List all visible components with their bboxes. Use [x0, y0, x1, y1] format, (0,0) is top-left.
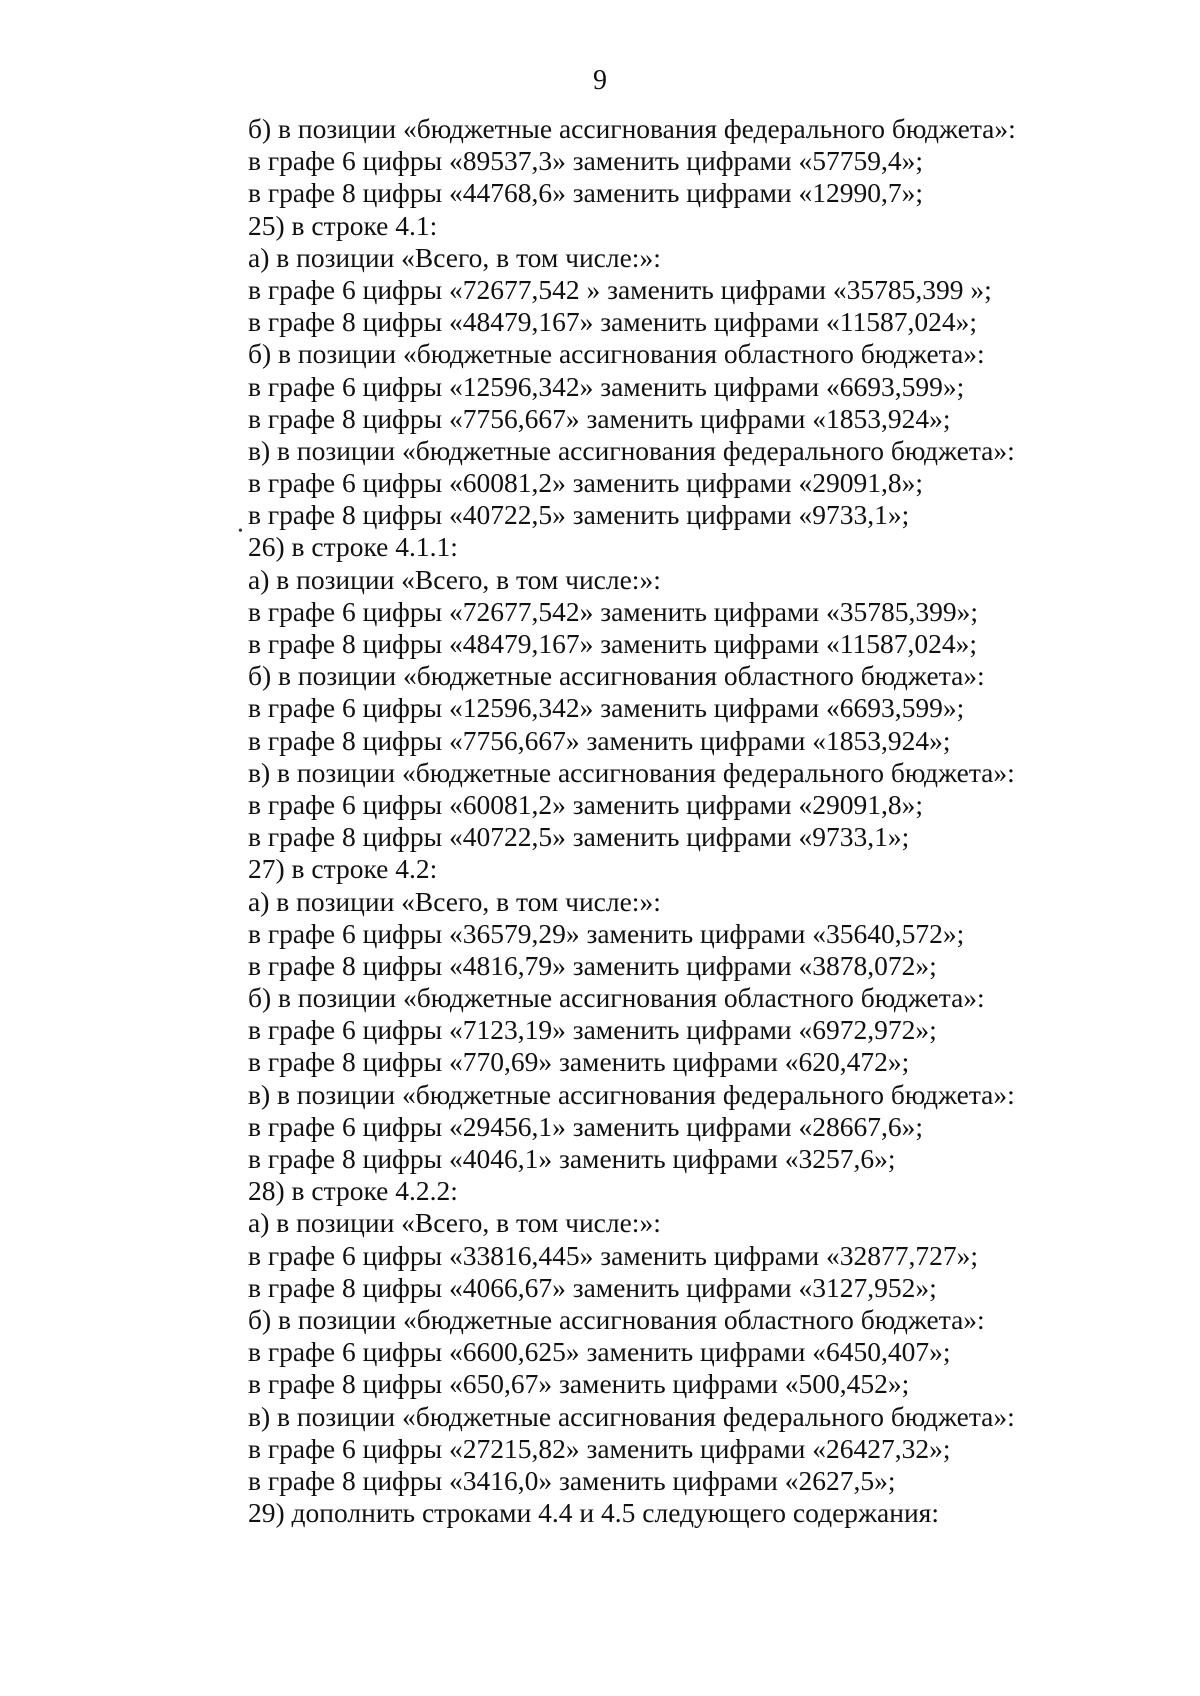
text-line: а) в позиции «Всего, в том числе:»: [248, 563, 661, 595]
text-line: в) в позиции «бюджетные ассигнования федерального бюджета»: [248, 434, 1015, 466]
text-line: в графе 6 цифры «7123,19» заменить цифрами «6972,972»; [248, 1014, 937, 1046]
text-line: в графе 6 цифры «33816,445» заменить цифрами «32877,727»; [248, 1239, 978, 1271]
text-line: 27) в строке 4.2: [248, 853, 438, 885]
text-line: в графе 8 цифры «48479,167» заменить цифрами «11587,024»; [248, 306, 977, 338]
text-line: в графе 8 цифры «4066,67» заменить цифрами «3127,952»; [248, 1271, 937, 1303]
scan-speck: • [238, 524, 243, 539]
text-line: в графе 6 цифры «29456,1» заменить цифрами «28667,6»; [248, 1110, 923, 1142]
text-line: в графе 8 цифры «44768,6» заменить цифрами «12990,7»; [248, 177, 923, 209]
text-line: 25) в строке 4.1: [248, 209, 438, 241]
text-line: б) в позиции «бюджетные ассигнования федерального бюджета»: [248, 113, 1016, 144]
text-line: б) в позиции «бюджетные ассигнования областного бюджета»: [248, 660, 985, 692]
text-line: в графе 8 цифры «40722,5» заменить цифрами «9733,1»; [248, 821, 910, 853]
text-line: в графе 8 цифры «40722,5» заменить цифрами «9733,1»; [248, 499, 910, 531]
text-line: в графе 6 цифры «89537,3» заменить цифрами «57759,4»; [248, 145, 923, 177]
text-line: б) в позиции «бюджетные ассигнования областного бюджета»: [248, 1303, 985, 1335]
text-line: в графе 8 цифры «770,69» заменить цифрами «620,472»; [248, 1046, 910, 1078]
text-line: в графе 6 цифры «36579,29» заменить цифрами «35640,572»; [248, 917, 965, 949]
text-line: а) в позиции «Всего, в том числе:»: [248, 241, 661, 273]
text-line: в графе 8 цифры «4816,79» заменить цифрами «3878,072»; [248, 949, 937, 981]
text-line: в графе 6 цифры «60081,2» заменить цифрами «29091,8»; [248, 788, 923, 820]
text-line: в графе 6 цифры «27215,82» заменить цифрами «26427,32»; [248, 1432, 951, 1464]
page-number: 9 [593, 65, 607, 96]
text-line: а) в позиции «Всего, в том числе:»: [248, 885, 661, 917]
text-line: в графе 8 цифры «7756,667» заменить цифрами «1853,924»; [248, 724, 951, 756]
text-line: в) в позиции «бюджетные ассигнования федерального бюджета»: [248, 1400, 1015, 1432]
text-line: в графе 8 цифры «3416,0» заменить цифрами «2627,5»; [248, 1464, 896, 1496]
text-line: в) в позиции «бюджетные ассигнования федерального бюджета»: [248, 756, 1015, 788]
text-line: в графе 6 цифры «72677,542» заменить цифрами «35785,399»; [248, 595, 978, 627]
text-line: 26) в строке 4.1.1: [248, 531, 458, 563]
text-line: в графе 8 цифры «650,67» заменить цифрами «500,452»; [248, 1368, 910, 1400]
document-body [248, 113, 1148, 1529]
text-line: в графе 8 цифры «48479,167» заменить цифрами «11587,024»; [248, 628, 977, 659]
text-line: в графе 8 цифры «7756,667» заменить цифрами «1853,924»; [248, 402, 951, 434]
text-line: б) в позиции «бюджетные ассигнования областного бюджета»: [248, 338, 985, 370]
text-line: в графе 6 цифры «6600,625» заменить цифрами «6450,407»; [248, 1336, 951, 1368]
text-line: 28) в строке 4.2.2: [248, 1175, 458, 1207]
text-line: а) в позиции «Всего, в том числе:»: [248, 1207, 661, 1239]
text-line: в графе 8 цифры «4046,1» заменить цифрами «3257,6»; [248, 1143, 896, 1174]
text-line: в) в позиции «бюджетные ассигнования федерального бюджета»: [248, 1078, 1015, 1110]
text-line: в графе 6 цифры «60081,2» заменить цифрами «29091,8»; [248, 467, 923, 499]
text-line: в графе 6 цифры «12596,342» заменить цифрами «6693,599»; [248, 370, 965, 402]
text-line: б) в позиции «бюджетные ассигнования областного бюджета»: [248, 982, 985, 1014]
text-line: 29) дополнить строками 4.4 и 4.5 следующего содержания: [248, 1497, 939, 1529]
text-line: в графе 6 цифры «12596,342» заменить цифрами «6693,599»; [248, 692, 965, 724]
text-line: в графе 6 цифры «72677,542 » заменить цифрами «35785,399 »; [248, 273, 992, 305]
